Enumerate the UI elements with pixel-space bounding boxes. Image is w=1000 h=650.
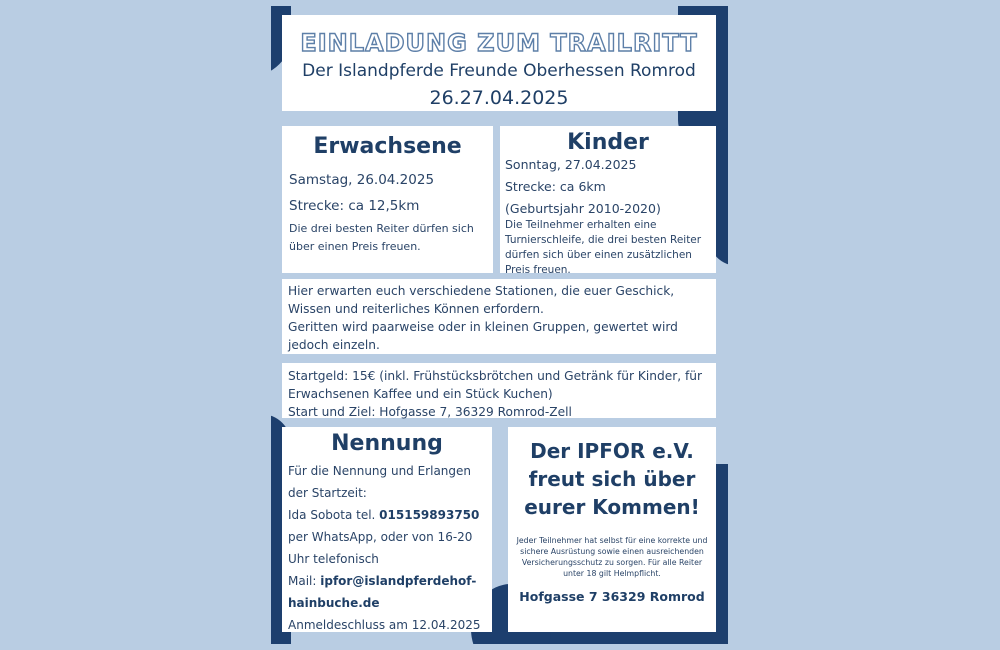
kids-distance: Strecke: ca 6km (505, 179, 606, 194)
location-text: Start und Ziel: Hofgasse 7, 36329 Romrod-Zell (288, 405, 572, 419)
page-title: EINLADUNG ZUM TRAILRITT (300, 29, 698, 57)
scoring-text: Geritten wird paarweise oder in kleinen Gruppen, gewertet wird jedoch einzeln. (288, 320, 678, 352)
registration-card (282, 427, 492, 632)
club-address: Hofgasse 7 36329 Romrod (519, 589, 705, 604)
adults-date: Samstag, 26.04.2025 (289, 172, 435, 188)
adults-note: Die drei besten Reiter dürfen sich über einen Preis freuen. (289, 222, 474, 253)
fee-card (282, 363, 716, 418)
club-message: Der IPFOR e.V. freut sich über eurer Kommen! (524, 439, 700, 519)
mail-label: Mail: (288, 574, 321, 588)
kids-note: Die Teilnehmer erhalten eine Turnierschleife, die drei besten Reiter dürfen sich über einen zusätzlichen Preis freuen. (505, 219, 702, 276)
registration-whatsapp: per WhatsApp, oder von 16-20 Uhr telefonisch (288, 530, 473, 566)
club-name: Der Islandpferde Freunde Oberhessen Romrod (302, 61, 696, 81)
stations-card (282, 279, 716, 354)
flyer (271, 6, 728, 644)
contact-name: Ida Sobota tel. (288, 508, 380, 522)
kids-title: Kinder (567, 130, 649, 155)
registration-intro: Für die Nennung und Erlangen der Startzeit: (288, 464, 472, 500)
adults-card (282, 126, 493, 273)
club-card (508, 427, 716, 632)
club-disclaimer: Jeder Teilnehmer hat selbst für eine korrekte und sichere Ausrüstung sowie einen ausreichenden Versicherungsschutz zu sorgen. Für alle Reiter unter 18 gilt Helmpflicht. (516, 536, 708, 578)
kids-card (500, 126, 716, 276)
kids-birthyears: (Geburtsjahr 2010-2020) (505, 201, 661, 216)
registration-deadline: Anmeldeschluss am 12.04.2025 (288, 618, 481, 632)
registration-contact (288, 504, 486, 526)
kids-date: Sonntag, 27.04.2025 (505, 157, 637, 172)
mail-address[interactable]: ipfor@islandpferdehof-hainbuche.de (288, 574, 477, 610)
phone-number[interactable]: 015159893750 (379, 508, 480, 522)
adults-title: Erwachsene (313, 134, 462, 159)
fee-text: Startgeld: 15€ (inkl. Frühstücksbrötchen und Getränk für Kinder, für Erwachsenen Kaffee und ein Stück Kuchen) (288, 369, 703, 401)
adults-distance: Strecke: ca 12,5km (289, 198, 420, 214)
registration-mail (288, 570, 486, 614)
header-card (282, 15, 716, 111)
event-date: 26.27.04.2025 (429, 87, 569, 109)
registration-title: Nennung (331, 431, 443, 456)
stations-text: Hier erwarten euch verschiedene Stationen, die euer Geschick, Wissen und reiterliches Können erfordern. (288, 284, 675, 316)
